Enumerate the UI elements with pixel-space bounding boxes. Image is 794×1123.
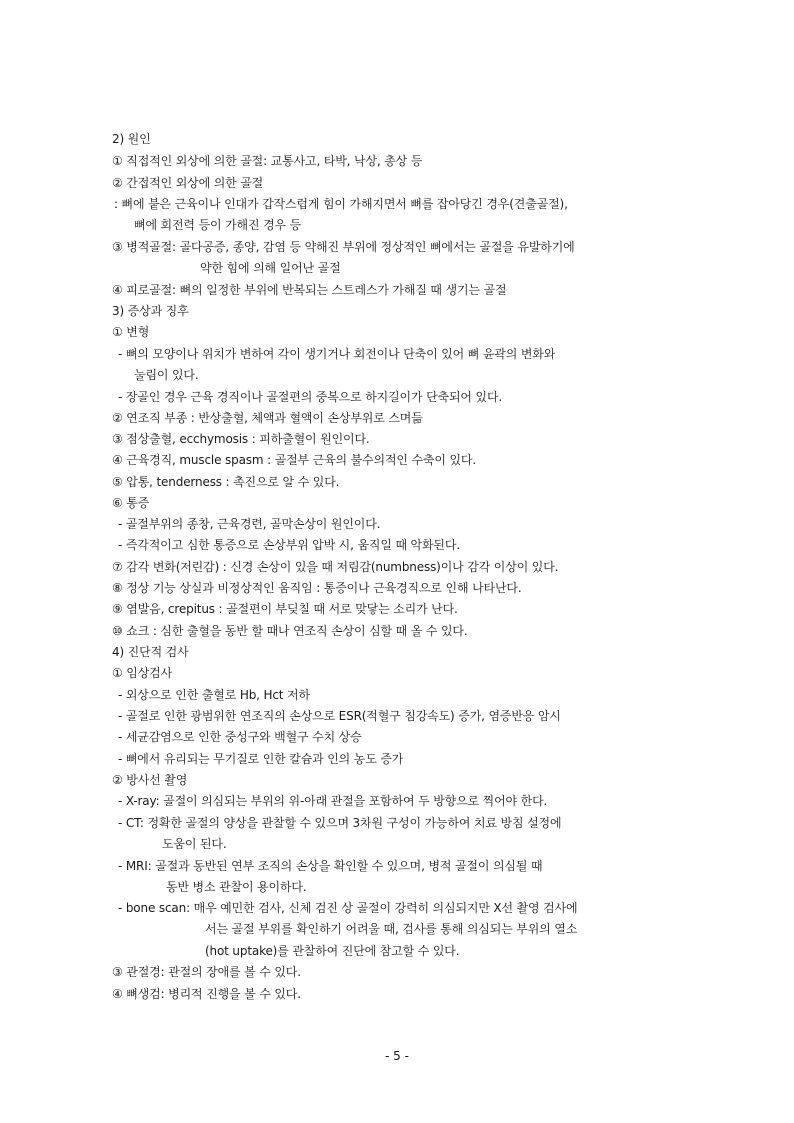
list-item-detail: - 뼈의 모양이나 위치가 변하여 각이 생기거나 회전이나 단축이 있어 뼈 윤곽의 변화와 [118, 347, 556, 361]
list-item: ② 방사선 촬영 [112, 773, 188, 787]
list-item-continuation: (hot uptake)를 관찰하여 진단에 참고할 수 있다. [205, 944, 460, 958]
list-item: ⑦ 감각 변화(저린감) : 신경 손상이 있을 때 저림감(numbness)이나 감각 이상이 있다. [112, 560, 559, 574]
list-item: ④ 뼈생검: 병리적 진행을 볼 수 있다. [112, 987, 301, 1001]
list-item-detail: - 세균감염으로 인한 중성구와 백혈구 수치 상승 [118, 730, 362, 744]
list-item-detail: : 뼈에 붙은 근육이나 인대가 갑작스럽게 힘이 가해지면서 뼈를 잡아당긴 경우(견출골절), [114, 197, 568, 211]
section-heading: 3) 증상과 징후 [112, 304, 189, 318]
list-item: ⑩ 쇼크 : 심한 출혈을 동반 할 때나 연조직 손상이 심할 때 올 수 있다. [112, 624, 468, 638]
list-item-continuation: 뼈에 회전력 등이 가해진 경우 등 [134, 218, 302, 232]
list-item-detail: - X-ray: 골절이 의심되는 부위의 위-아래 관절을 포함하여 두 방향으로 찍어야 한다. [118, 794, 548, 808]
list-item-detail: - 골절부위의 종창, 근육경련, 골막손상이 원인이다. [118, 517, 381, 531]
list-item: ⑧ 정상 기능 상실과 비정상적인 움직임 : 통증이나 근육경직으로 인해 나타난다. [112, 581, 522, 595]
page-number: - 5 - [385, 1049, 409, 1063]
list-item-detail: - 즉각적이고 심한 통증으로 손상부위 압박 시, 움직일 때 악화된다. [118, 538, 460, 552]
list-item-detail: - bone scan: 매우 예민한 검사, 신체 검진 상 골절이 강력히 의심되지만 X선 촬영 검사에 [118, 901, 578, 915]
list-item-detail: - 뼈에서 유리되는 무기질로 인한 칼슘과 인의 농도 증가 [118, 752, 404, 766]
list-item-continuation: 동반 병소 관찰이 용이하다. [166, 880, 307, 894]
list-item-continuation: 눌림이 있다. [134, 368, 199, 382]
list-item: ④ 근육경직, muscle spasm : 골절부 근육의 불수의적인 수축이 있다. [112, 453, 477, 467]
list-item: ④ 피로골절: 뼈의 일정한 부위에 반복되는 스트레스가 가해질 때 생기는 골절 [112, 283, 507, 297]
list-item: ① 직접적인 외상에 의한 골절: 교통사고, 타박, 낙상, 총상 등 [112, 154, 423, 168]
section-heading: 4) 진단적 검사 [112, 645, 189, 659]
list-item: ③ 병적골절: 골다공증, 종양, 감염 등 약해진 부위에 정상적인 뼈에서는 골절을 유발하기에 [112, 240, 575, 254]
list-item: ① 변형 [112, 325, 150, 339]
list-item-continuation: 서는 골절 부위를 확인하기 어려울 때, 검사를 통해 의심되는 부위의 열소 [205, 922, 578, 936]
list-item: ⑨ 염발음, crepitus : 골절편이 부딪칠 때 서로 맞닿는 소리가 난다. [112, 602, 458, 616]
list-item: ② 간접적인 외상에 의한 골절 [112, 176, 264, 190]
list-item-continuation: 도움이 된다. [162, 837, 227, 851]
list-item-detail: - 장골인 경우 근육 경직이나 골절편의 중복으로 하지길이가 단축되어 있다. [118, 390, 503, 404]
list-item-detail: - MRI: 골절과 동반된 연부 조직의 손상을 확인할 수 있으며, 병적 골절이 의심될 때 [118, 859, 543, 873]
list-item-continuation: 약한 힘에 의해 일어난 골절 [200, 261, 341, 275]
list-item: ⑤ 압통, tenderness : 촉진으로 알 수 있다. [112, 475, 340, 489]
list-item: ⑥ 통증 [112, 496, 150, 510]
list-item-detail: - 외상으로 인한 출혈로 Hb, Hct 저하 [118, 688, 310, 702]
list-item: ③ 관절경: 관절의 장애를 볼 수 있다. [112, 965, 301, 979]
list-item: ② 연조직 부종 : 반상출혈, 체액과 혈액이 손상부위로 스며듦 [112, 411, 423, 425]
list-item: ③ 점상출혈, ecchymosis : 피하출혈이 원인이다. [112, 432, 370, 446]
section-heading: 2) 원인 [112, 132, 151, 146]
list-item: ① 임상검사 [112, 666, 173, 680]
list-item-detail: - 골절로 인한 광범위한 연조직의 손상으로 ESR(적혈구 침강속도) 증가, 염증반응 암시 [118, 709, 561, 723]
list-item-detail: - CT: 정확한 골절의 양상을 관찰할 수 있으며 3차원 구성이 가능하여 치료 방침 설정에 [118, 816, 562, 830]
